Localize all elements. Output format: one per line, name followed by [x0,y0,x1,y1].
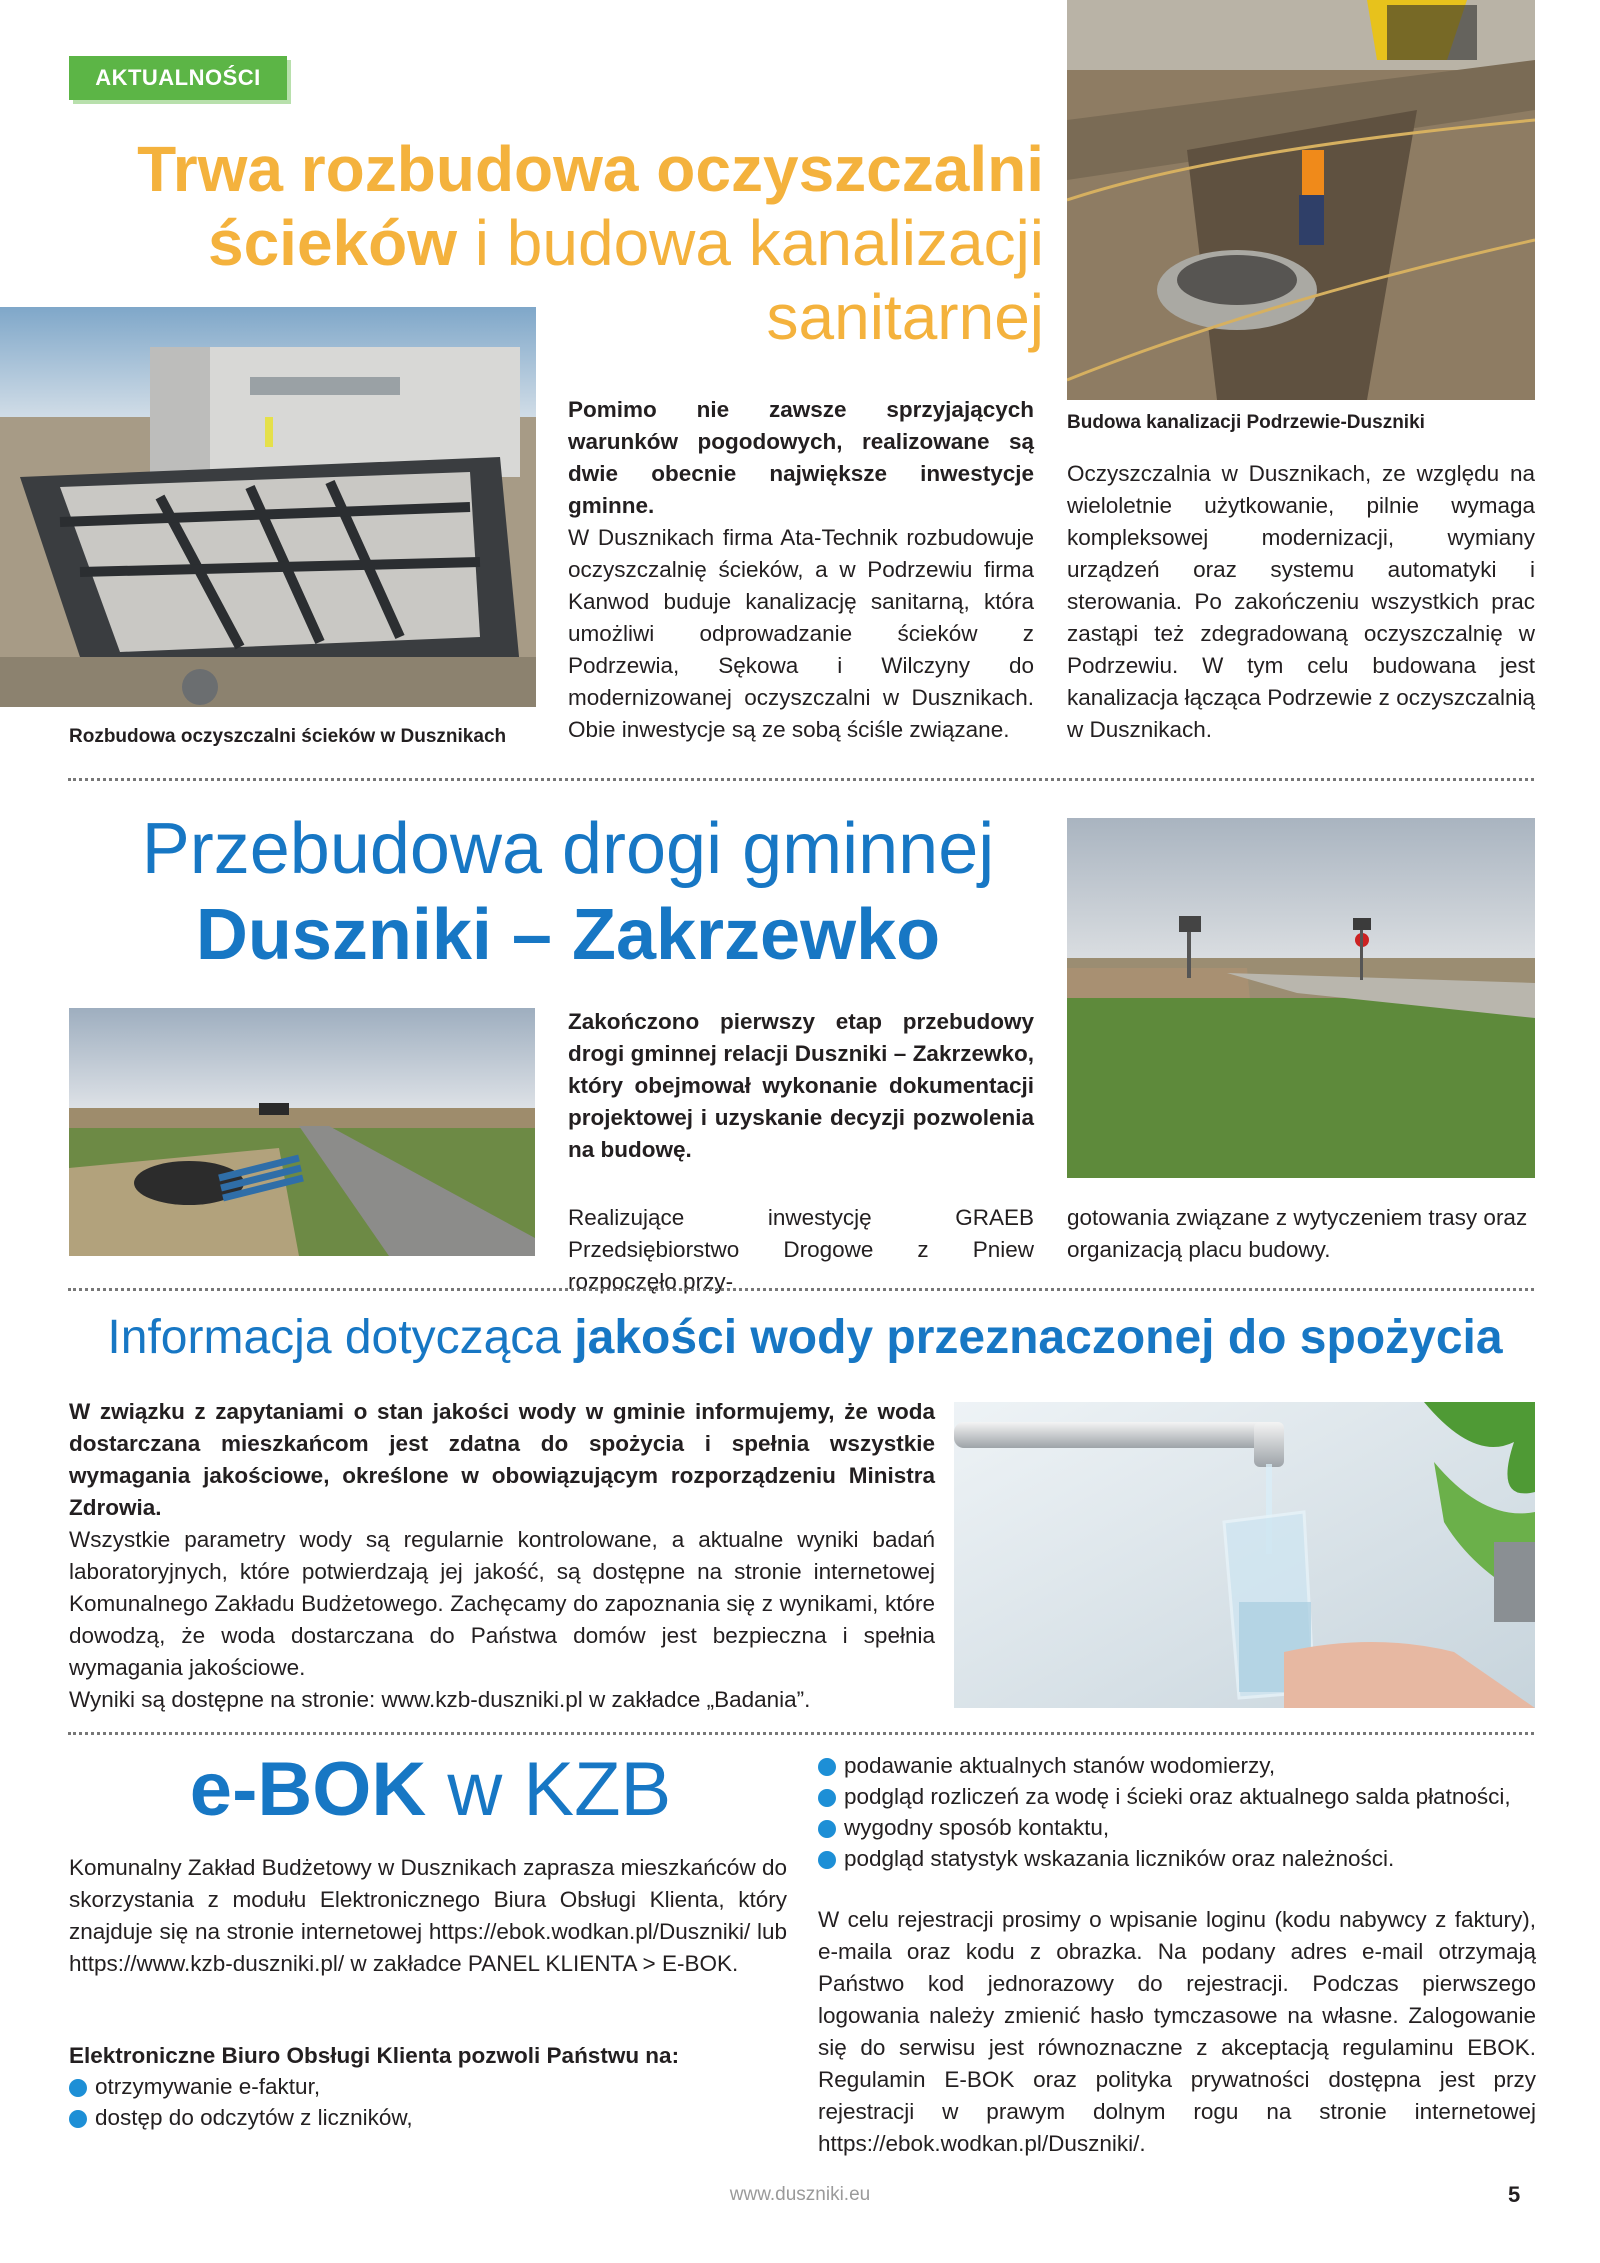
road-pipes-photo [69,1008,535,1256]
article2-body-col1: Realizujące inwestycję GRAEB Przedsiębiorstwo Drogowe z Pniew rozpoczęło przy- [568,1205,1034,1294]
bullet-dot-icon [69,2110,87,2128]
bullet-dot-icon [818,1820,836,1838]
article2-title: Przebudowa drogi gminnej Duszniki – Zakrzewko [141,809,995,975]
article4-registration: W celu rejestracji prosimy o wpisanie loginu (kodu nabywcy z faktury), e-maila oraz kodu z obrazka. Na podany adres e-mail otrzymają Państwo kod jednorazowy do rejestracji. Podczas pierwszego logowania należy zmienić hasło tymczasowe na własne. Zalogowanie się do serwisu jest równoznaczne z akceptacją regulaminu EBOK. Regulamin E-BOK oraz polityka prywatności dostępna jest przy rejestracji w prawym dolnym rogu na stronie internetowej https://ebok.wodkan.pl/Duszniki/. [818,1907,1536,2156]
list-item: wygodny sposób kontaktu, [818,1812,1538,1843]
article4-intro: Komunalny Zakład Budżetowy w Dusznikach zaprasza mieszkańców do skorzystania z modułu Elektronicznego Biura Obsługi Klienta, który znajduje się na stronie internetowej https://ebok.wodkan.pl/Duszniki/ lub https://www.kzb-duszniki.pl/ w zakładce PANEL KLIENTA > E-BOK. [69,1855,787,1976]
article1-body-col2: Oczyszczalnia w Dusznikach, ze względu na wieloletnie użytkowanie, pilnie wymaga kompleksowej modernizacji, wymiany urządzeń oraz systemu automatyki i sterowania. Po zakończeniu wszystkich prac zastąpi też zdegradowaną oczyszczalnię w Podrzewiu. W tym celu budowana jest kanalizacja łącząca Podrzewie z oczyszczalnią w Dusznikach. [1067,461,1535,742]
bullet-dot-icon [818,1789,836,1807]
list-item: otrzymywanie e-faktur, [69,2071,787,2102]
bullet-dot-icon [69,2079,87,2097]
article4-list-heading: Elektroniczne Biuro Obsługi Klienta pozwoli Państwu na: [69,2043,680,2068]
section-badge: AKTUALNOŚCI [69,56,287,100]
article1-title: Trwa rozbudowa oczyszczalni ścieków i budowa kanalizacji sanitarnej [137,133,1044,353]
list-item: podawanie aktualnych stanów wodomierzy, [818,1750,1538,1781]
ebok-features-list-left [69,2071,787,2133]
section-divider [68,1288,1534,1291]
section-divider [68,1732,1534,1735]
sewage-plant-photo [0,307,536,707]
article3-title: Informacja dotycząca jakości wody przeznaczonej do spożycia [107,1311,1503,1364]
article3-body: Wszystkie parametry wody są regularnie kontrolowane, a aktualne wyniki badań laboratoryjnych, które potwierdzają jej jakość, są dostępne na stronie internetowej Komunalnego Zakładu Budżetowego. Zachęcamy do zapoznania się z wynikami, które dowodzą, że woda dostarczana do Państwa domów jest bezpieczna i spełnia wymagania jakościowe. [69,1527,935,1680]
ebok-features-list-right [818,1750,1538,1874]
article3-results-link: Wyniki są dostępne na stronie: www.kzb-duszniki.pl w zakładce „Badania”. [69,1687,811,1712]
article3-lead: W związku z zapytaniami o stan jakości wody w gminie informujemy, że woda dostarczana mieszkańcom jest zdatna do spożycia i spełnia wszystkie wymagania jakościowe, określone w obowiązującym rozporządzeniu Ministra Zdrowia. [69,1399,935,1520]
bullet-dot-icon [818,1758,836,1776]
photo-caption-sewage-plant: Rozbudowa oczyszczalni ścieków w Dusznikach [69,726,507,747]
photo-caption-trench: Budowa kanalizacji Podrzewie-Duszniki [1067,412,1425,433]
article1-lead: Pomimo nie zawsze sprzyjających warunków pogodowych, realizowane są dwie obecnie największe inwestycje gminne. [568,397,1034,518]
article4-title: e-BOK w KZB [189,1747,672,1832]
article2-lead: Zakończono pierwszy etap przebudowy drogi gminnej relacji Duszniki – Zakrzewko, który obejmował wykonanie dokumentacji projektowej i uzyskanie decyzji pozwolenia na budowę. [568,1009,1034,1162]
footer-website: www.duszniki.eu [729,2184,871,2205]
article1-body-col1: W Dusznikach firma Ata-Technik rozbudowuje oczyszczalnię ścieków, a w Podrzewiu firma Kanwod buduje kanalizację sanitarną, która umożliwi odprowadzanie ścieków z Podrzewia, Sękowa i Wilczyny do modernizowanej oczyszczalni w Dusznikach. Obie inwestycje są ze sobą ściśle związane. [568,525,1034,742]
page-number: 5 [1508,2182,1521,2207]
article2-body-col2: gotowania związane z wytyczeniem trasy oraz organizacją placu budowy. [1067,1205,1528,1262]
list-item: dostęp do odczytów z liczników, [69,2102,787,2133]
list-item: podgląd statystyk wskazania liczników oraz należności. [818,1843,1538,1874]
field-road-photo [1067,818,1535,1178]
bullet-dot-icon [818,1851,836,1869]
section-divider [68,778,1534,781]
water-glass-photo [954,1402,1535,1708]
list-item: podgląd rozliczeń za wodę i ścieki oraz aktualnego salda płatności, [818,1781,1538,1812]
sewer-trench-photo [1067,0,1535,400]
